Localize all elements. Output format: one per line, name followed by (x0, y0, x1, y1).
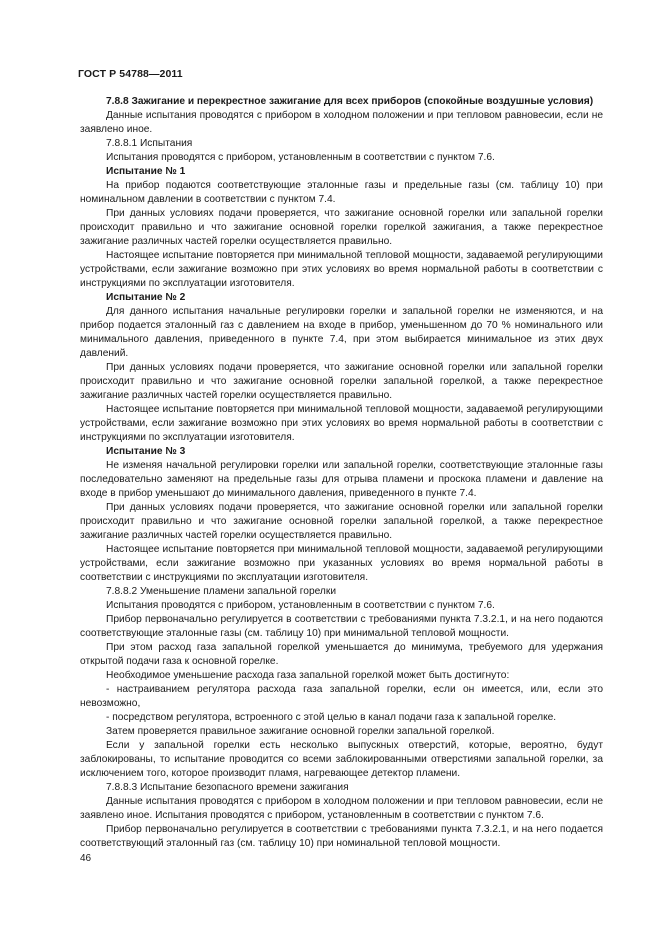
paragraph: Испытания проводятся с прибором, установленным в соответствии с пунктом 7.6. (106, 600, 495, 611)
paragraph: 7.8.8.1 Испытания (106, 138, 193, 149)
paragraph: Данные испытания проводятся с прибором в холодном положении и при тепловом равновесии, если не заявлено иное. Испытания проводятся с прибором, установленным в соответствии с пунктом 7.6. (80, 796, 603, 821)
document-header: ГОСТ Р 54788—2011 (78, 68, 183, 80)
paragraph: 7.8.8.3 Испытание безопасного времени зажигания (106, 782, 349, 793)
paragraph: - настраиванием регулятора расхода газа запальной горелки, если он имеется, или, если это невозможно, (80, 684, 603, 709)
paragraph: При этом расход газа запальной горелкой уменьшается до минимума, требуемого для удержания открытой подачи газа к основной горелке. (80, 642, 603, 667)
document-body (80, 95, 603, 851)
paragraph: Испытания проводятся с прибором, установленным в соответствии с пунктом 7.6. (106, 152, 495, 163)
paragraph: Настоящее испытание повторяется при минимальной тепловой мощности, задаваемой регулирующими устройствами, если зажигание возможно при этих условиях во время нормальной работы в соответствии с инструкциями по эксплуатации изготовителя. (80, 250, 603, 289)
paragraph: - посредством регулятора, встроенного с этой целью в канал подачи газа к запальной горелке. (106, 712, 557, 723)
section-heading: 7.8.8 Зажигание и перекрестное зажигание для всех приборов (спокойные воздушные условия) (106, 96, 594, 107)
paragraph: Настоящее испытание повторяется при минимальной тепловой мощности, задаваемой регулирующими устройствами, если зажигание возможно при этих условиях во время нормальной работы в соответствии с инструкциями по эксплуатации изготовителя. (80, 404, 603, 443)
paragraph: Не изменяя начальной регулировки горелки или запальной горелки, соответствующие эталонные газы последовательно заменяют на предельные газы для отрыва пламени и проскока пламени и давление на входе в прибор уменьшают до минимального давления, приведенного в пункте 7.4. (80, 460, 603, 499)
paragraph: Для данного испытания начальные регулировки горелки и запальной горелки не изменяются, и на прибор подается эталонный газ с давлением на входе в прибор, уменьшенном до 70 % номинального или минимального давления, приведенного в пункте 7.4, при этом выбирается минимальное из этих двух давлений. (80, 306, 603, 359)
section-heading: Испытание № 3 (106, 446, 186, 457)
paragraph: При данных условиях подачи проверяется, что зажигание основной горелки или запальной горелки происходит правильно и что зажигание основной горелки горелкой зажигания, а также перекрестное зажигание различных частей горелки осуществляется правильно. (80, 208, 603, 247)
paragraph: Если у запальной горелки есть несколько выпускных отверстий, которые, вероятно, будут заблокированы, то испытание проводится со всеми заблокированными отверстиями запальной горелки, за исключением того, которое производит пламя, нагревающее детектор пламени. (80, 740, 603, 779)
paragraph: Затем проверяется правильное зажигание основной горелки запальной горелкой. (106, 726, 495, 737)
paragraph: Настоящее испытание повторяется при минимальной тепловой мощности, задаваемой регулирующими устройствами, если зажигание возможно при указанных условиях во время нормальной работы в соответствии с инструкциями по эксплуатации изготовителя. (80, 544, 603, 583)
paragraph: На прибор подаются соответствующие эталонные газы и предельные газы (см. таблицу 10) при номинальном давлении в соответствии с пунктом 7.4. (80, 180, 603, 205)
paragraph: При данных условиях подачи проверяется, что зажигание основной горелки или запальной горелки происходит правильно и что зажигание основной горелки запальной горелкой, а также перекрестное зажигание различных частей горелки осуществляется правильно. (80, 362, 603, 401)
section-heading: Испытание № 2 (106, 292, 186, 303)
paragraph: Прибор первоначально регулируется в соответствии с требованиями пункта 7.3.2.1, и на него подаются соответствующие эталонные газы (см. таблицу 10) при минимальной тепловой мощности. (80, 614, 603, 639)
paragraph: Необходимое уменьшение расхода газа запальной горелкой может быть достигнуто: (106, 670, 510, 681)
paragraph: 7.8.8.2 Уменьшение пламени запальной горелки (106, 586, 337, 597)
paragraph: При данных условиях подачи проверяется, что зажигание основной горелки или запальной горелки происходит правильно и что зажигание основной горелки запальной горелкой, а также перекрестное зажигание различных частей горелки осуществляется правильно. (80, 502, 603, 541)
section-heading: Испытание № 1 (106, 166, 186, 177)
paragraph: Прибор первоначально регулируется в соответствии с требованиями пункта 7.3.2.1, и на него подается соответствующий эталонный газ (см. таблицу 10) при номинальной тепловой мощности. (80, 824, 603, 849)
page-number: 46 (80, 853, 92, 864)
paragraph: Данные испытания проводятся с прибором в холодном положении и при тепловом равновесии, если не заявлено иное. (80, 110, 603, 135)
